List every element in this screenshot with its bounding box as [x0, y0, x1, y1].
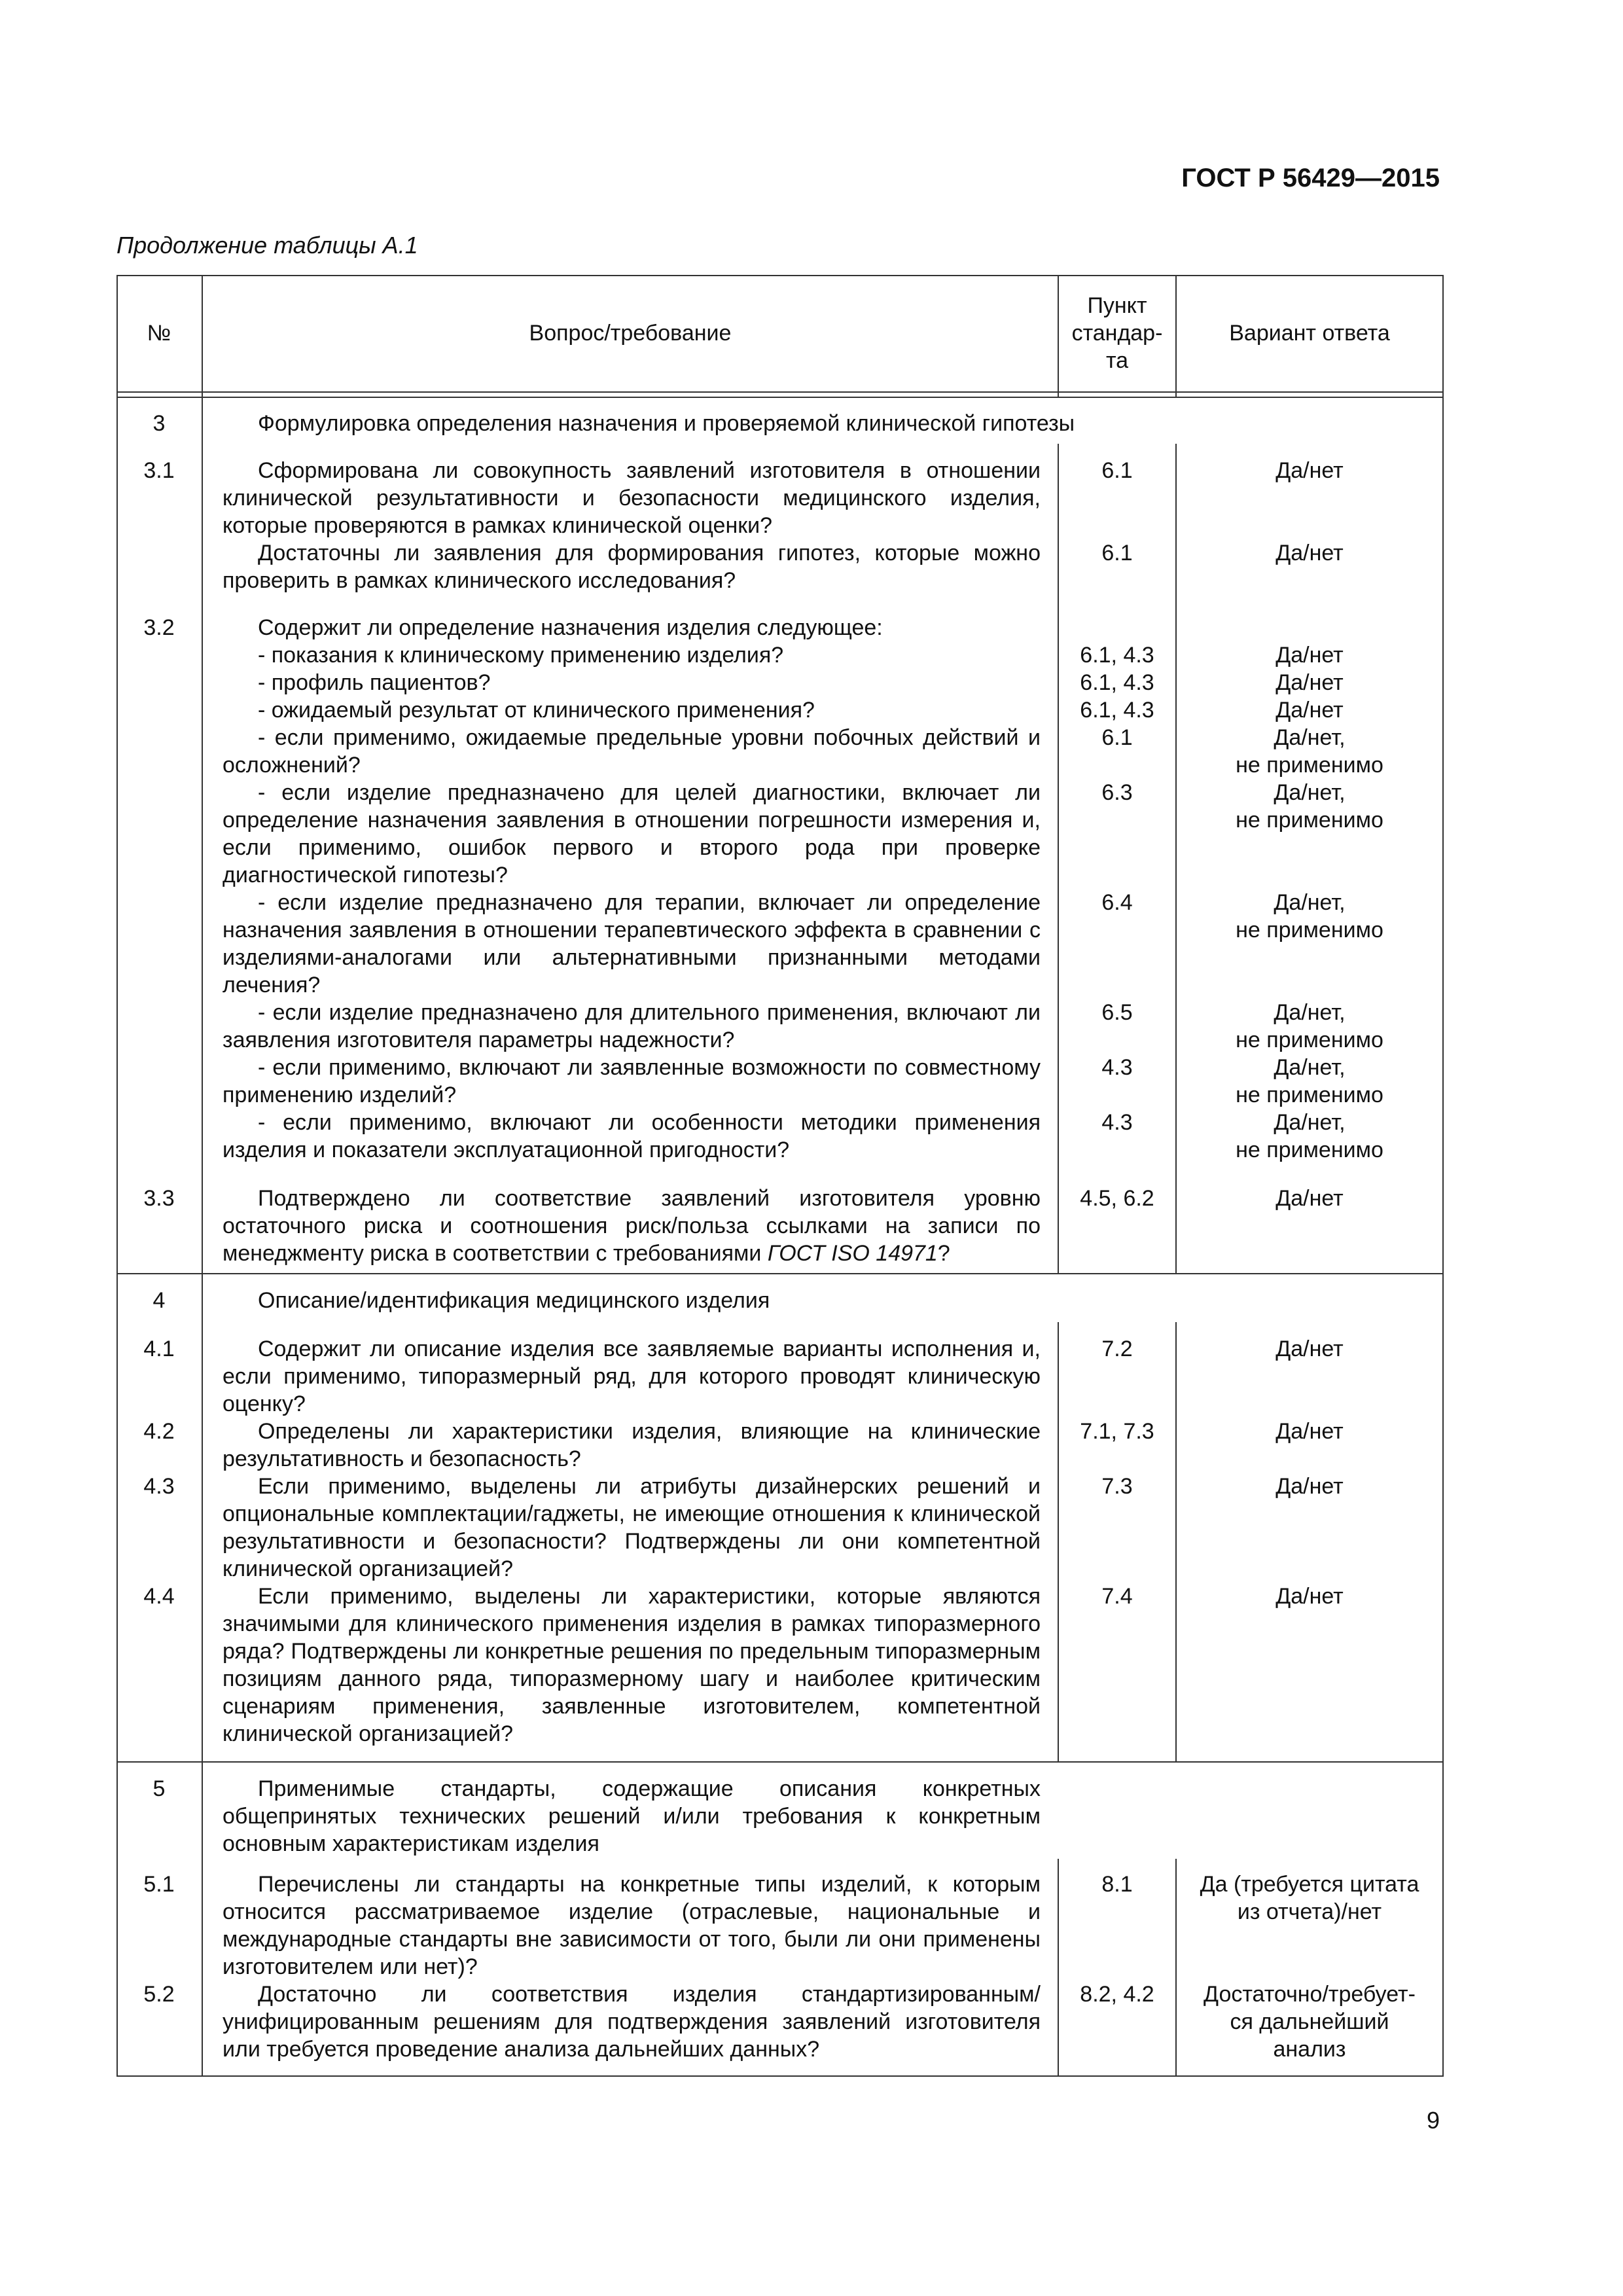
question-3-2-item-7: - если изделие предназначено для длительного применения, включают ли заявления изготовителя параметры надежности?: [223, 1000, 1041, 1052]
answer-3-2-item-6-line-2: не применимо: [1236, 918, 1383, 942]
document-code: ГОСТ Р 56429—2015: [1181, 164, 1440, 192]
question-3-2-item-3: - ожидаемый результат от клинического применения?: [258, 698, 815, 723]
answer-3-2-item-9-line-1: Да/нет,: [1274, 1110, 1346, 1135]
row-number-3-3: 3.3: [143, 1186, 175, 1211]
answer-3-1: Да/нет: [1275, 458, 1344, 483]
question-3-3: [223, 1185, 1041, 1267]
clause-4-4: 7.4: [1101, 1584, 1133, 1609]
clause-4-1: 7.2: [1101, 1336, 1133, 1361]
section-divider-5: [116, 1761, 1444, 1763]
row-number-5-1: 5.1: [143, 1872, 175, 1897]
table-left-border: [116, 275, 118, 2077]
clause-3-2-item-6: 6.4: [1101, 890, 1133, 915]
answer-4-3: Да/нет: [1275, 1474, 1344, 1499]
header-clause-line-2: стандар-: [1071, 321, 1163, 346]
answer-5-2: [1177, 1981, 1442, 2063]
question-3-2-intro: Содержит ли определение назначения изделия следующее:: [258, 615, 883, 640]
header-number: №: [147, 321, 171, 346]
header-question: Вопрос/требование: [529, 321, 732, 346]
clause-3-1-b: 6.1: [1101, 541, 1133, 565]
answer-3-2-item-6: [1177, 889, 1442, 944]
answer-5-2-line-1: Достаточно/требует-: [1204, 1982, 1416, 2007]
table-caption: Продолжение таблицы А.1: [116, 232, 418, 259]
question-3-2-item-8: - если применимо, включают ли заявленные возможности по совместному применению изделий?: [223, 1055, 1041, 1107]
header-clause-line-3: та: [1105, 348, 1129, 373]
section-title-4: Описание/идентификация медицинского изделия: [258, 1288, 770, 1313]
question-3-3-end: ?: [937, 1241, 950, 1266]
page-number: 9: [1426, 2107, 1440, 2134]
row-number-4-2: 4.2: [143, 1419, 175, 1444]
clause-3-2-item-4: 6.1: [1101, 725, 1133, 750]
clause-4-2: 7.1, 7.3: [1080, 1419, 1154, 1444]
answer-5-2-line-2: ся дальнейший: [1230, 2009, 1389, 2034]
section-title-5: Применимые стандарты, содержащие описания конкретных общепринятых технических решений и/или требования к конкретным основным характеристикам изделия: [223, 1776, 1041, 1856]
column-divider-question: [202, 275, 203, 2077]
table-right-border: [1442, 275, 1444, 2077]
answer-5-2-line-3: анализ: [1273, 2037, 1346, 2062]
question-4-2: Определены ли характеристики изделия, влияющие на клинические результативность и безопасность?: [223, 1419, 1041, 1471]
clause-5-2: 8.2, 4.2: [1080, 1982, 1154, 2007]
section-number-5: 5: [152, 1776, 166, 1801]
answer-3-2-item-4-line-2: не применимо: [1236, 753, 1383, 778]
row-number-3-2: 3.2: [143, 615, 175, 640]
answer-4-2: Да/нет: [1275, 1419, 1344, 1444]
header-divider: [116, 391, 1444, 393]
clause-3-1: 6.1: [1101, 458, 1133, 483]
answer-3-2-item-8-line-1: Да/нет,: [1274, 1055, 1346, 1080]
question-3-2-item-9: - если применимо, включают ли особенности методики применения изделия и показатели эксплуатационной пригодности?: [223, 1110, 1041, 1162]
row-number-5-2: 5.2: [143, 1982, 175, 2007]
row-number-4-1: 4.1: [143, 1336, 175, 1361]
answer-3-2-item-1: Да/нет: [1275, 643, 1344, 668]
question-3-2-item-5: - если изделие предназначено для целей диагностики, включает ли определение назначения заявления в отношении погрешности измерения и, если применимо, ошибок первого и второго рода при проверке диагностической гипотезы?: [223, 780, 1041, 888]
answer-4-1: Да/нет: [1275, 1336, 1344, 1361]
clause-5-1: 8.1: [1101, 1872, 1133, 1897]
section-title-3: Формулировка определения назначения и проверяемой клинической гипотезы: [258, 411, 1075, 436]
column-divider-clause-s3: [1058, 444, 1059, 1273]
answer-3-2-item-8-line-2: не применимо: [1236, 1083, 1383, 1107]
answer-3-2-item-5-line-1: Да/нет,: [1274, 780, 1346, 805]
question-3-3-text: Подтверждено ли соответствие заявлений изготовителя уровню остаточного риска и соотношения риск/польза ссылками на записи по менеджменту риска в соответствии с требованиями: [223, 1186, 1041, 1266]
row-number-4-4: 4.4: [143, 1584, 175, 1609]
clause-3-2-item-2: 6.1, 4.3: [1080, 670, 1154, 695]
answer-3-2-item-4: [1177, 724, 1442, 779]
question-4-3: Если применимо, выделены ли атрибуты дизайнерских решений и опциональные комплектации/гаджеты, не имеющие отношения к клинической результативности и безопасности? Подтверждены ли они компетентной клинической организацией?: [223, 1474, 1041, 1581]
question-3-1-b: Достаточны ли заявления для формирования гипотез, которые можно проверить в рамках клинического исследования?: [223, 541, 1041, 593]
answer-5-1: [1177, 1871, 1442, 1926]
header-divider-second: [116, 397, 1444, 398]
answer-3-2-item-4-line-1: Да/нет,: [1274, 725, 1346, 750]
answer-4-4: Да/нет: [1275, 1584, 1344, 1609]
answer-3-2-item-2: Да/нет: [1275, 670, 1344, 695]
clause-3-3: 4.5, 6.2: [1080, 1186, 1154, 1211]
section-number-3: 3: [152, 411, 166, 436]
clause-3-2-item-9: 4.3: [1101, 1110, 1133, 1135]
question-5-2: Достаточно ли соответствия изделия стандартизированным/ унифицированным решениям для подтверждения заявлений изготовителя или требуется проведение анализа дальнейших данных?: [223, 1982, 1041, 2062]
answer-5-1-line-1: Да (требуется цитата: [1200, 1872, 1419, 1897]
section-divider-4: [116, 1273, 1444, 1274]
question-5-1: Перечислены ли стандарты на конкретные типы изделий, к которым относится рассматриваемое изделие (отраслевые, национальные и международные стандарты вне зависимости от того, были ли они применены изготовителем или нет)?: [223, 1872, 1041, 1979]
question-3-2-item-4: - если применимо, ожидаемые предельные уровни побочных действий и осложнений?: [223, 725, 1041, 778]
row-number-4-3: 4.3: [143, 1474, 175, 1499]
question-3-1: Сформирована ли совокупность заявлений изготовителя в отношении клинической результативности и безопасности медицинского изделия, которые проверяются в рамках клинической оценки?: [223, 458, 1041, 538]
answer-5-1-line-2: из отчета)/нет: [1237, 1899, 1382, 1924]
clause-3-2-item-1: 6.1, 4.3: [1080, 643, 1154, 668]
answer-3-2-item-8: [1177, 1054, 1442, 1109]
answer-3-2-item-3: Да/нет: [1275, 698, 1344, 723]
question-4-4: Если применимо, выделены ли характеристики, которые являются значимыми для клинического применения изделия в рамках типоразмерного ряда? Подтверждены ли конкретные решения по предельным типоразмерным позициям данного ряда, типоразмерному шагу и наиболее критическим сценариям применения, заявленные изготовителем, компетентной клинической организацией?: [223, 1584, 1041, 1746]
header-clause: [1059, 275, 1175, 391]
answer-3-2-item-9-line-2: не применимо: [1236, 1138, 1383, 1162]
answer-3-3: Да/нет: [1275, 1186, 1344, 1211]
question-4-1: Содержит ли описание изделия все заявляемые варианты исполнения и, если применимо, типоразмерный ряд, для которого проводят клиническую оценку?: [223, 1336, 1041, 1416]
column-divider-answer-s4: [1175, 1322, 1177, 1761]
header-clause-line-1: Пункт: [1087, 293, 1147, 318]
row-number-3-1: 3.1: [143, 458, 175, 483]
header-answer: Вариант ответа: [1229, 321, 1390, 346]
answer-3-2-item-5-line-2: не применимо: [1236, 808, 1383, 833]
answer-3-1-b: Да/нет: [1275, 541, 1344, 565]
clause-3-2-item-7: 6.5: [1101, 1000, 1133, 1025]
clause-3-2-item-3: 6.1, 4.3: [1080, 698, 1154, 723]
question-3-2-item-6: - если изделие предназначено для терапии, включает ли определение назначения заявления в отношении терапевтического эффекта в сравнении с изделиями-аналогами или альтернативными признанными методами лечения?: [223, 890, 1041, 997]
requirements-table: [116, 275, 1444, 2077]
answer-3-2-item-7-line-1: Да/нет,: [1274, 1000, 1346, 1025]
clause-4-3: 7.3: [1101, 1474, 1133, 1499]
clause-3-2-item-8: 4.3: [1101, 1055, 1133, 1080]
answer-3-2-item-7-line-2: не применимо: [1236, 1028, 1383, 1052]
answer-3-2-item-9: [1177, 1109, 1442, 1164]
answer-3-2-item-6-line-1: Да/нет,: [1274, 890, 1346, 915]
clause-3-2-item-5: 6.3: [1101, 780, 1133, 805]
answer-3-2-item-7: [1177, 999, 1442, 1054]
question-3-2-item-1: - показания к клиническому применению изделия?: [258, 643, 784, 668]
section-number-4: 4: [152, 1288, 166, 1313]
column-divider-clause-s4: [1058, 1322, 1059, 1761]
answer-3-2-item-5: [1177, 779, 1442, 834]
question-3-2-item-2: - профиль пациентов?: [258, 670, 491, 695]
gost-iso-14971-reference: ГОСТ ISO 14971: [767, 1241, 938, 1266]
table-bottom-border: [116, 2075, 1444, 2077]
